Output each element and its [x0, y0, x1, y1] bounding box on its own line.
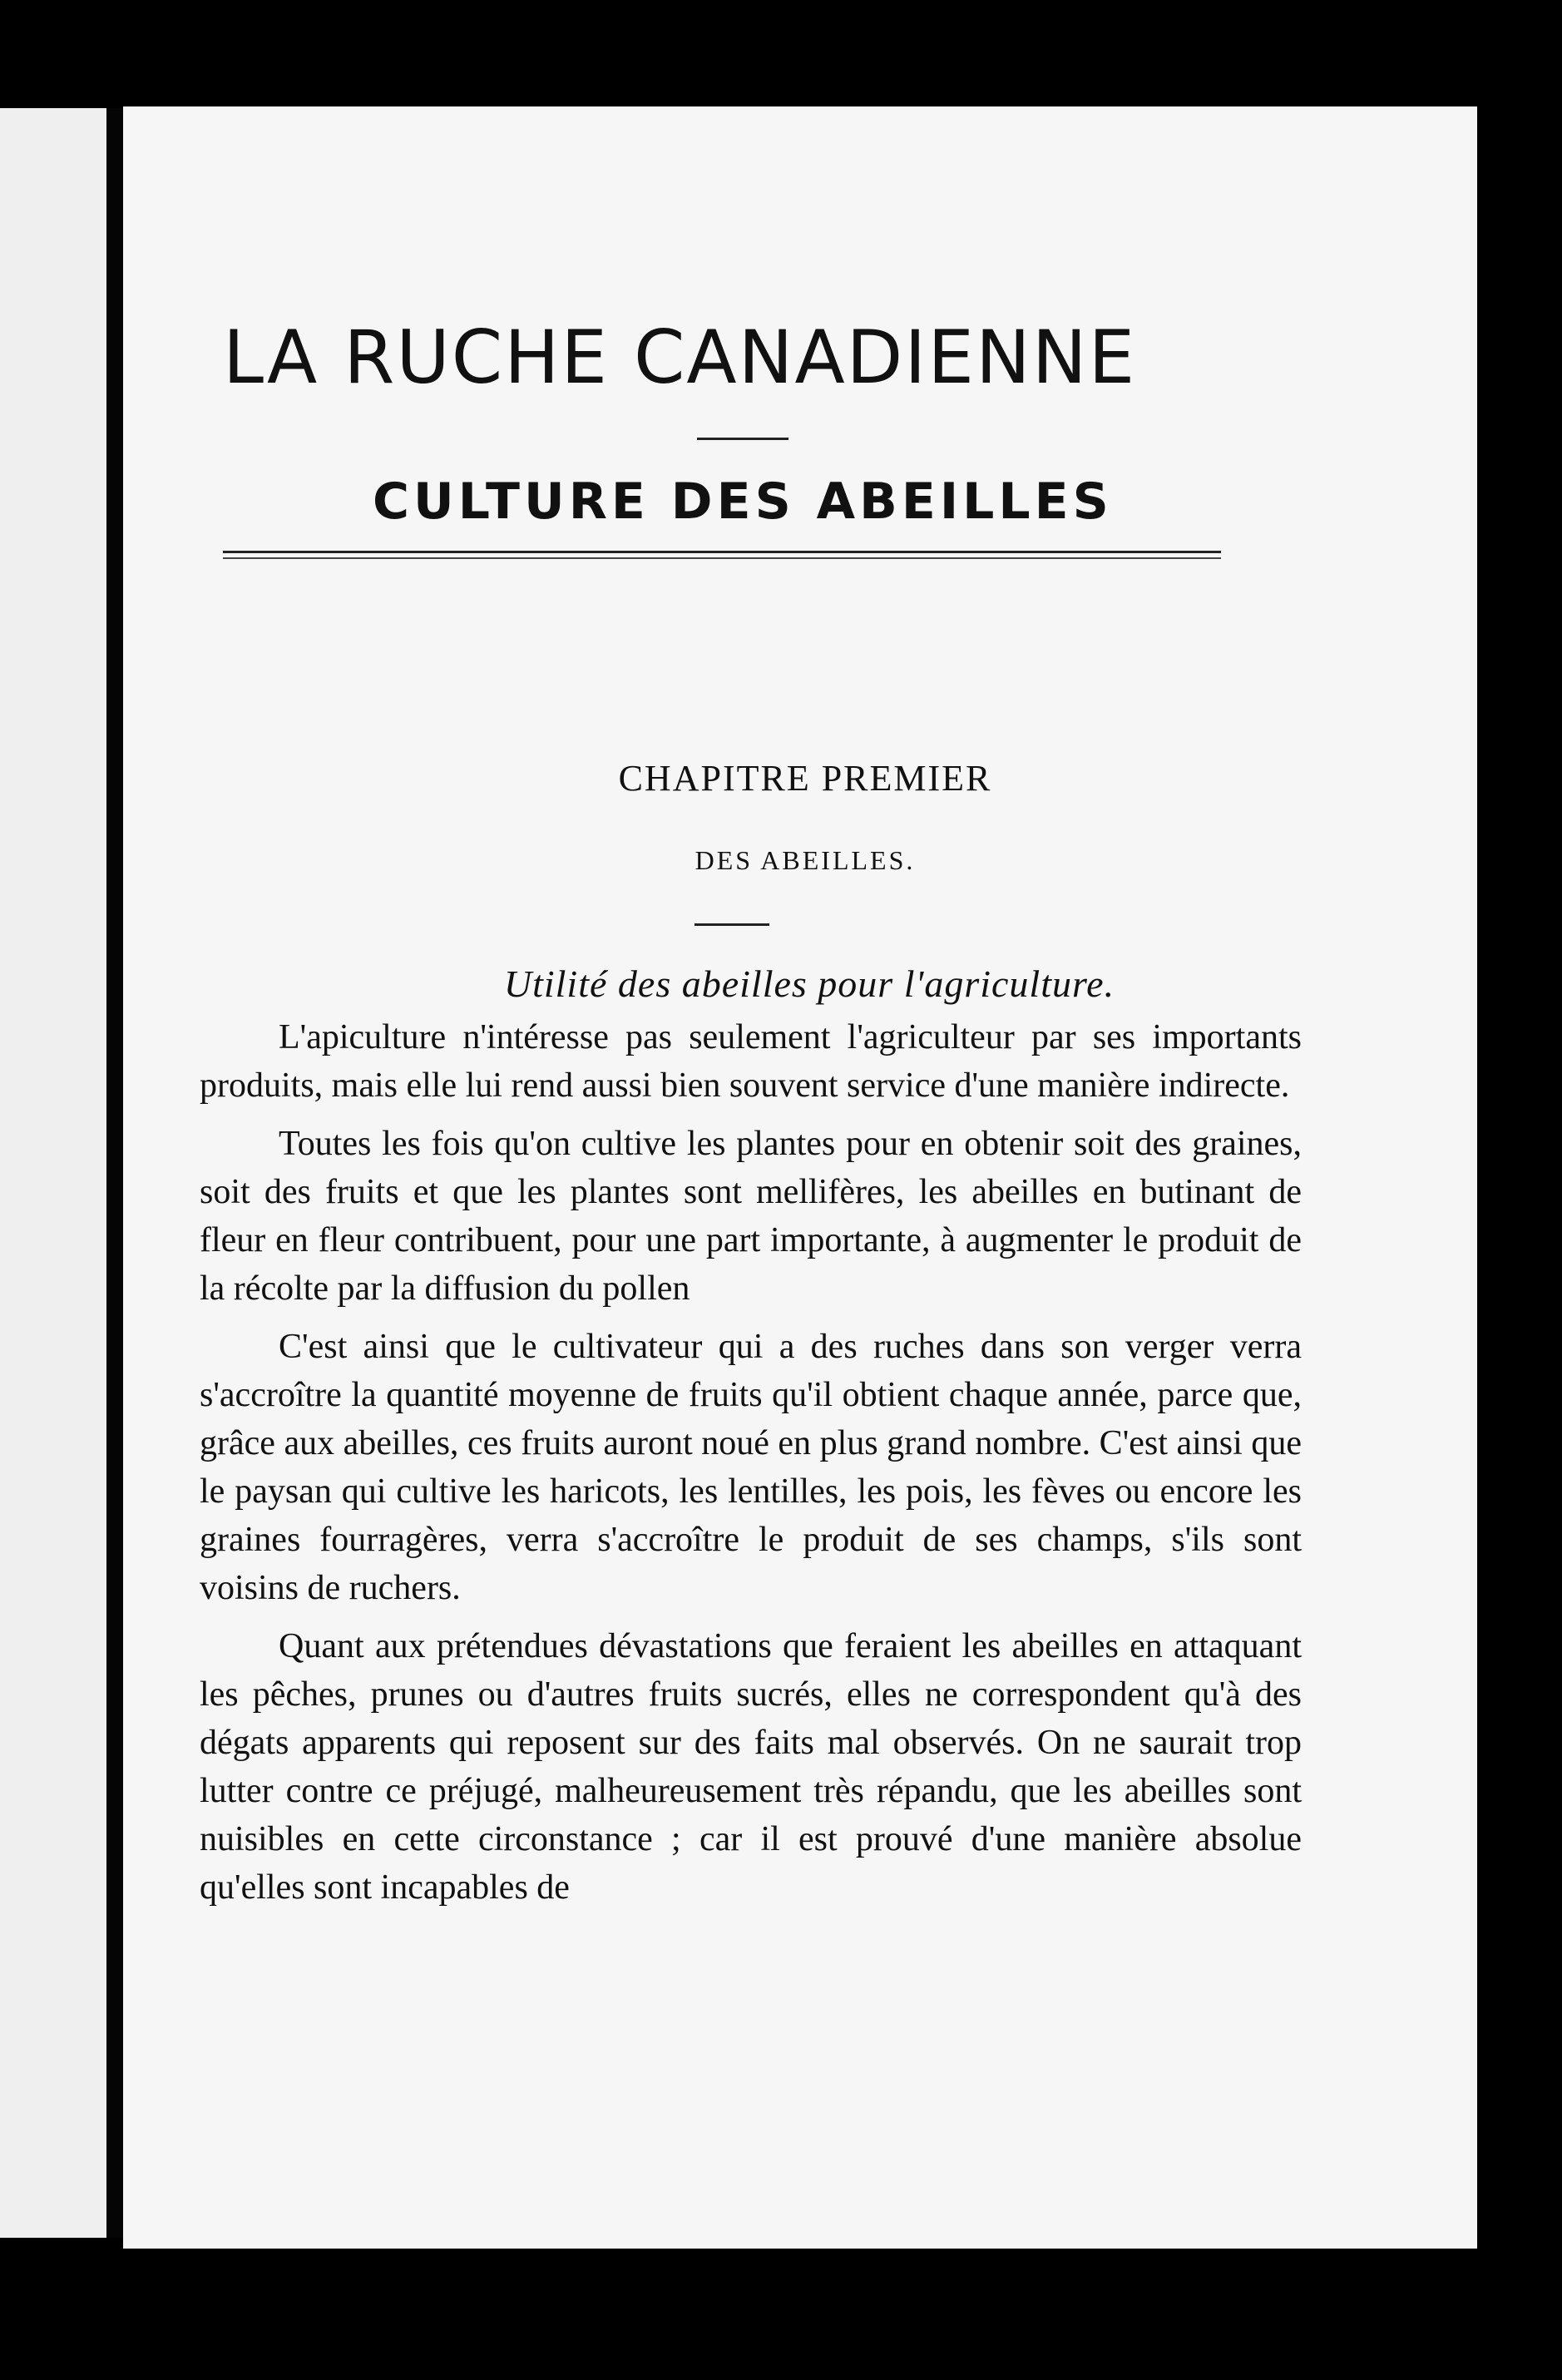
body-text: [200, 1013, 1302, 1922]
paragraph: Toutes les fois qu'on cultive les plantes pour en obtenir soit des graines, soit des fruits et que les plantes sont mellifères, les abeilles en butinant de fleur en fleur contribuent, pour une part importante, à augmenter le produit de la récolte par la diffusion du pollen: [200, 1125, 1302, 1308]
paragraph: C'est ainsi que le cultivateur qui a des ruches dans son verger verra s'accroître la quantité moyenne de fruits qu'il obtient chaque année, parce que, grâce aux abeilles, ces fruits auront noué en plus grand nombre. C'est ainsi que le paysan qui cultive les haricots, les lentilles, les pois, les fèves ou encore les graines fourragères, verra s'accroître le produit de ses champs, s'ils sont voisins de ruchers.: [200, 1328, 1302, 1607]
book-subtitle: CULTURE DES ABEILLES: [373, 473, 1113, 531]
book-title: LA RUCHE CANADIENNE: [223, 314, 1137, 400]
book-spine: [106, 108, 123, 2238]
adjacent-page-edge: [0, 108, 112, 2238]
chapter-title: CHAPITRE PREMIER: [618, 758, 992, 799]
book-page: [123, 106, 1477, 2249]
paragraph: L'apiculture n'intéresse pas seulement l'agriculteur par ses importants produits, mais elle lui rend aussi bien souvent service d'une manière indirecte.: [200, 1018, 1302, 1105]
section-rule: [694, 923, 769, 926]
section-heading: Utilité des abeilles pour l'agriculture.: [503, 962, 1115, 1005]
title-rule: [697, 438, 788, 440]
section-title: DES ABEILLES.: [694, 845, 916, 875]
paragraph: Quant aux prétendues dévastations que feraient les abeilles en attaquant les pêches, prunes ou d'autres fruits sucrés, elles ne correspondent qu'à des dégats apparents qui reposent sur des faits mal observés. On ne saurait trop lutter contre ce préjugé, malheureusement très répandu, que les abeilles sont nuisibles en cette circonstance ; car il est prouvé d'une manière absolue qu'elles sont incapables de: [200, 1627, 1302, 1907]
double-divider: [223, 547, 1221, 564]
